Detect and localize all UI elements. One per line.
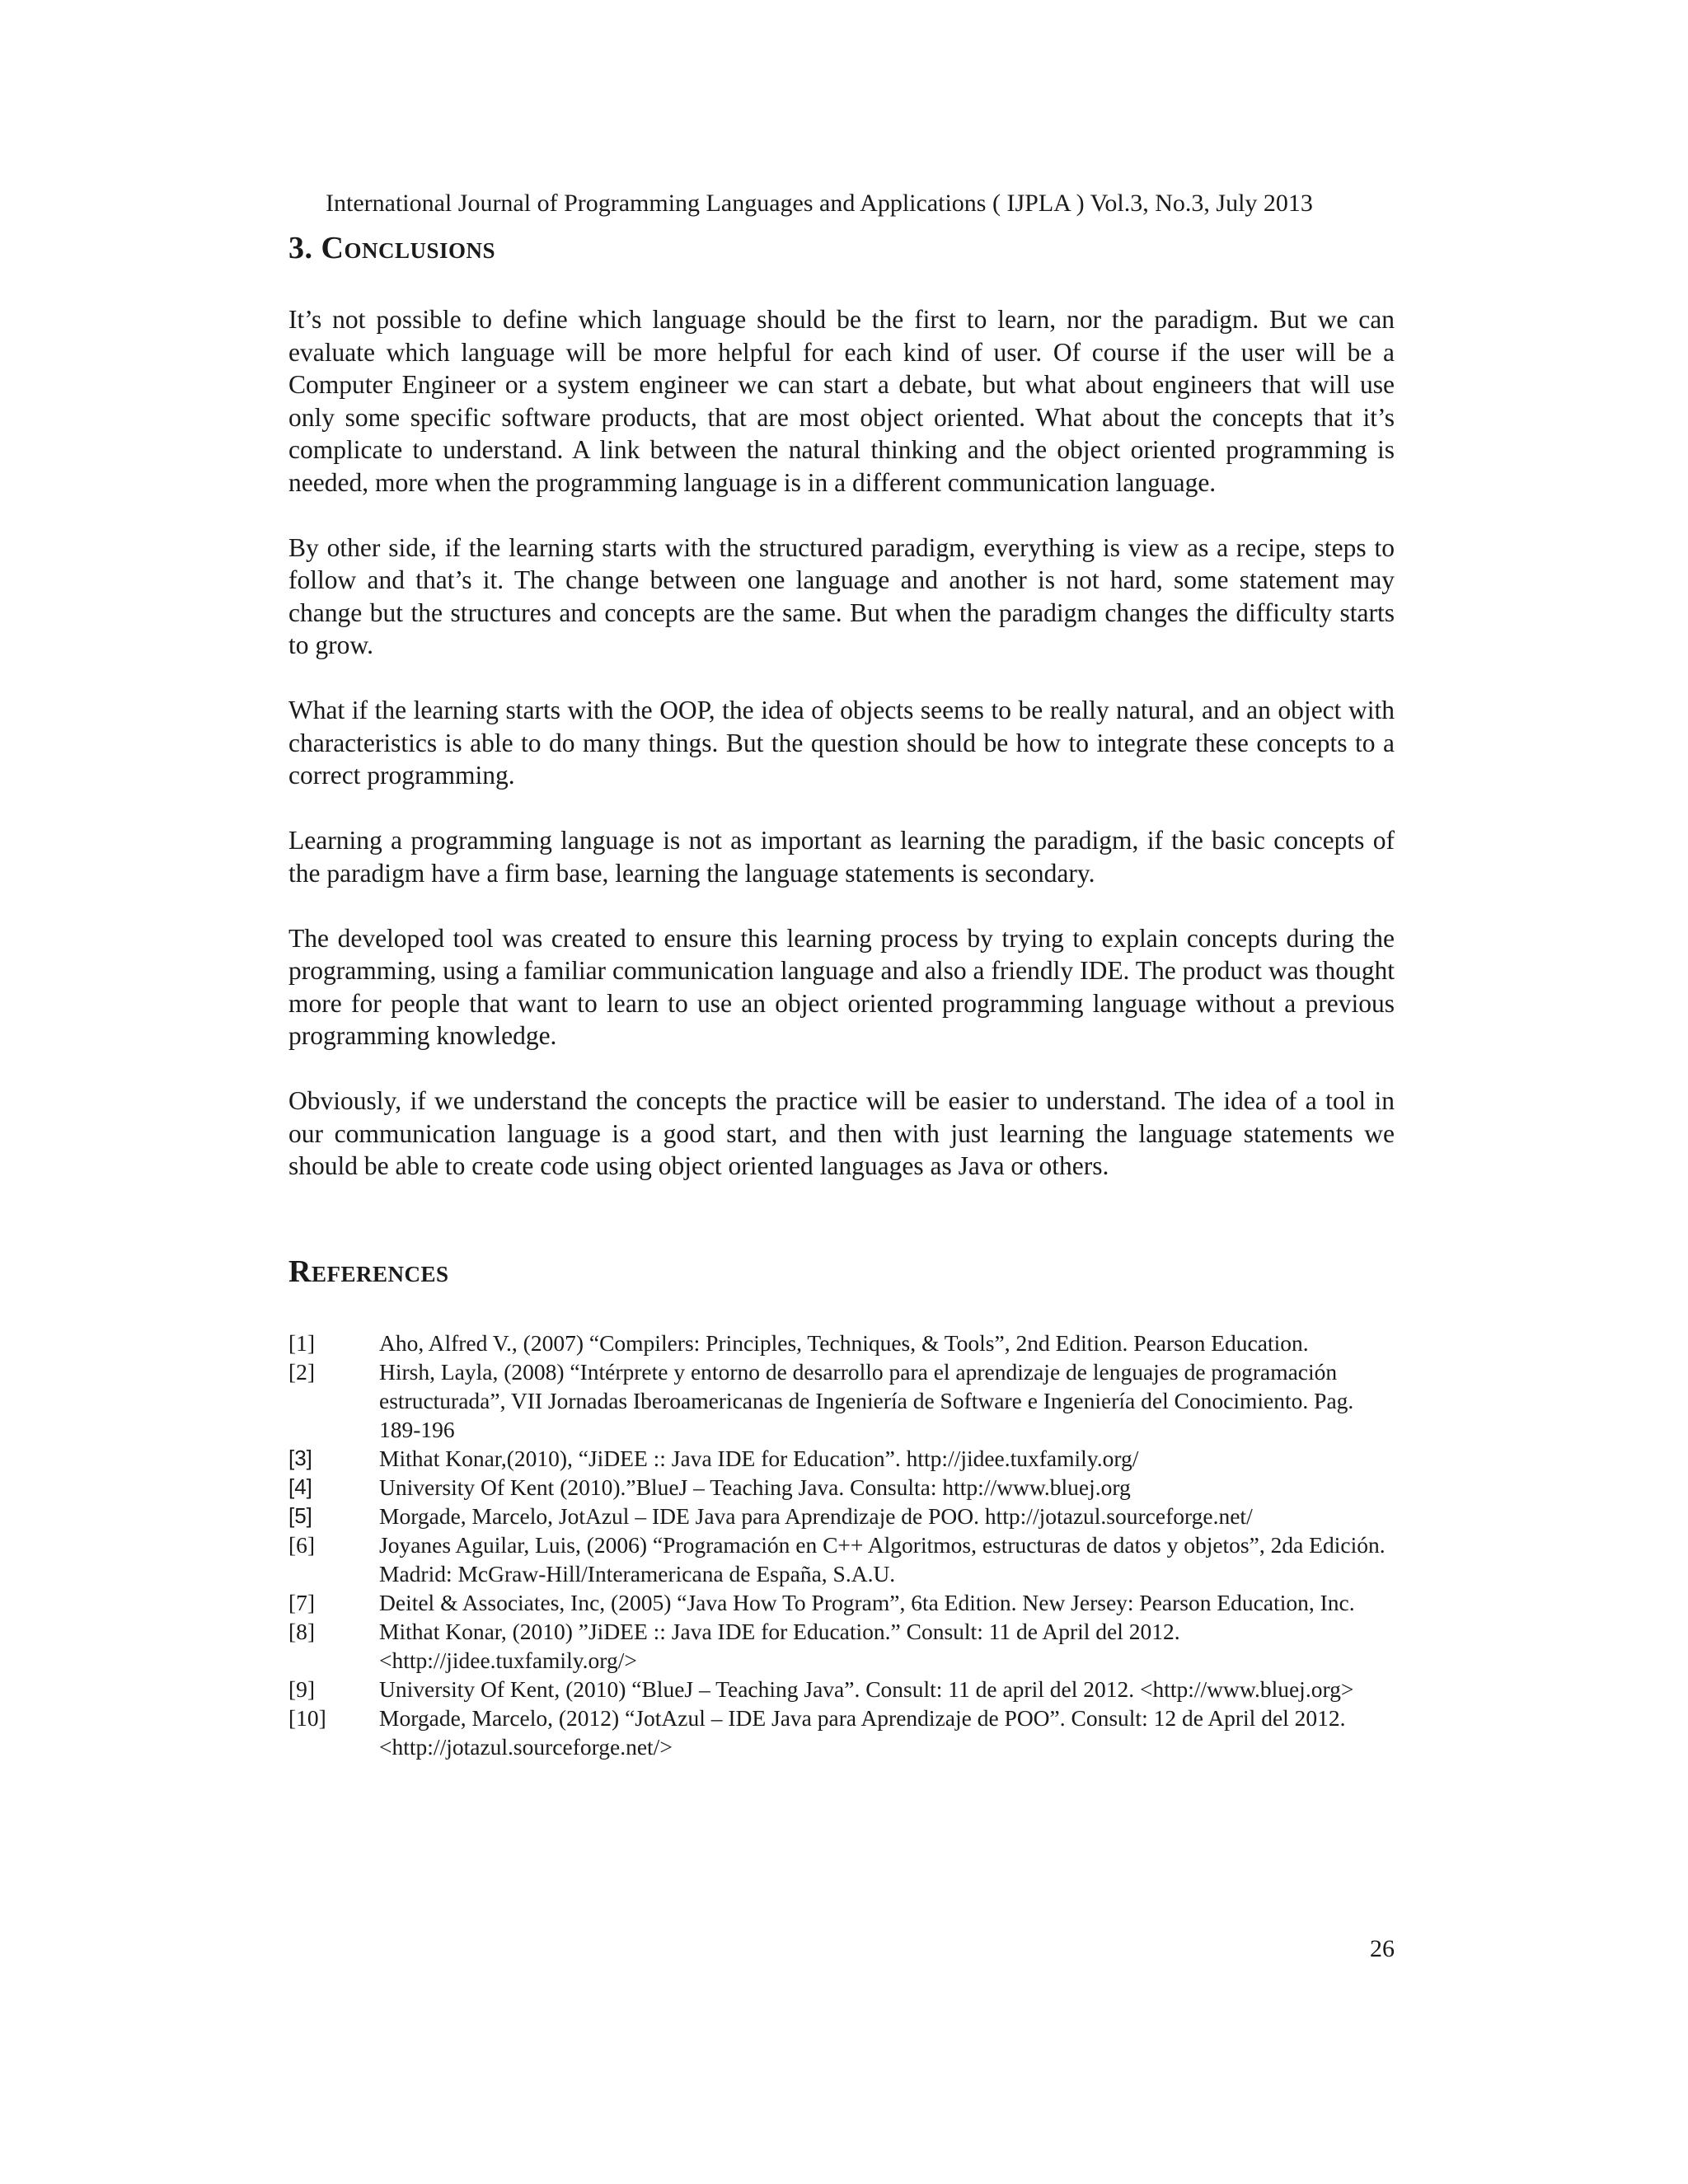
reference-number: [3] — [288, 1446, 312, 1470]
section-title: Conclusions — [321, 231, 495, 265]
reference-number: [1] — [288, 1330, 316, 1356]
reference-number: [9] — [288, 1676, 316, 1702]
reference-text: Joyanes Aguilar, Luis, (2006) “Programación en C++ Algoritmos, estructuras de datos y objetos”, 2da Edición. Madrid: McGraw-Hill/Interamericana de España, S.A.U. — [379, 1532, 1386, 1586]
reference-text: Morgade, Marcelo, (2012) “JotAzul – IDE Java para Aprendizaje de POO”. Consult: 12 de April del 2012. <http://jotazul.sourceforge.net/> — [379, 1705, 1346, 1760]
reference-item — [288, 1444, 1395, 1473]
reference-text: Hirsh, Layla, (2008) “Intérprete y entorno de desarrollo para el aprendizaje de lenguajes de programación estructurada”, VII Jornadas Iberoamericanas de Ingeniería de Software e Ingeniería del Conocimiento. Pag. 189-196 — [379, 1359, 1354, 1442]
paragraph: It’s not possible to define which language should be the first to learn, nor the paradigm. But we can evaluate which language will be more helpful for each kind of user. Of course if the user will be a Computer Engineer or a system engineer we can start a debate, but what about engineers that will use only some specific software products, that are most object oriented. What about the concepts that it’s complicate to understand. A link between the natural thinking and the object oriented programming is needed, more when the programming language is in a different communication language. — [288, 305, 1395, 497]
conclusions-body — [288, 303, 1395, 1215]
reference-item — [288, 1588, 1395, 1617]
reference-number: [10] — [288, 1705, 326, 1731]
reference-list — [288, 1329, 1395, 1761]
paragraph: By other side, if the learning starts with the structured paradigm, everything is view as a recipe, steps to follow and that’s it. The change between one language and another is not hard, some statement may change but the structures and concepts are the same. But when the paradigm changes the difficulty starts to grow. — [288, 532, 1395, 659]
reference-item — [288, 1675, 1395, 1704]
section-number: 3. — [288, 231, 313, 265]
reference-item — [288, 1473, 1395, 1502]
reference-item — [288, 1357, 1395, 1444]
reference-item — [288, 1530, 1395, 1588]
reference-item — [288, 1502, 1395, 1530]
reference-number: [5] — [288, 1503, 312, 1528]
reference-number: [7] — [288, 1590, 316, 1615]
reference-text: Deitel & Associates, Inc, (2005) “Java How To Program”, 6ta Edition. New Jersey: Pearson Education, Inc. — [379, 1590, 1355, 1615]
reference-text: University Of Kent (2010).”BlueJ – Teaching Java. Consulta: http://www.bluej.org — [379, 1474, 1131, 1500]
reference-number: [2] — [288, 1359, 316, 1385]
paragraph: Learning a programming language is not as important as learning the paradigm, if the basic concepts of the paradigm have a firm base, learning the language statements is secondary. — [288, 826, 1395, 888]
reference-text: Mithat Konar,(2010), “JiDEE :: Java IDE for Education”. http://jidee.tuxfamily.org/ — [379, 1446, 1139, 1471]
reference-number: [4] — [288, 1474, 312, 1499]
running-header: International Journal of Programming Languages and Applications ( IJPLA ) Vol.3, No.3, July 2013 — [326, 190, 1313, 217]
references-title: References — [288, 1254, 449, 1289]
conclusions-heading — [288, 229, 495, 267]
reference-item — [288, 1329, 1395, 1357]
reference-number: [6] — [288, 1532, 316, 1558]
paragraph: What if the learning starts with the OOP, the idea of objects seems to be really natural, and an object with characteristics is able to do many things. But the question should be how to integrate these concepts to a correct programming. — [288, 696, 1395, 790]
reference-number: [8] — [288, 1619, 316, 1644]
reference-item — [288, 1704, 1395, 1761]
reference-text: Morgade, Marcelo, JotAzul – IDE Java para Aprendizaje de POO. http://jotazul.sourceforge.net/ — [379, 1503, 1253, 1529]
references-heading — [288, 1253, 448, 1291]
reference-text: Aho, Alfred V., (2007) “Compilers: Principles, Techniques, & Tools”, 2nd Edition. Pearson Education. — [379, 1330, 1309, 1356]
reference-item — [288, 1617, 1395, 1675]
page-number: 26 — [1370, 1935, 1395, 1962]
paragraph: Obviously, if we understand the concepts the practice will be easier to understand. The idea of a tool in our communication language is a good start, and then with just learning the language statements we should be able to create code using object oriented languages as Java or others. — [288, 1086, 1395, 1180]
paragraph: The developed tool was created to ensure this learning process by trying to explain concepts during the programming, using a familiar communication language and also a friendly IDE. The product was thought more for people that want to learn to use an object oriented programming language without a previous programming knowledge. — [288, 923, 1395, 1050]
reference-text: University Of Kent, (2010) “BlueJ – Teaching Java”. Consult: 11 de april del 2012. <http://www.bluej.org> — [379, 1676, 1354, 1702]
reference-text: Mithat Konar, (2010) ”JiDEE :: Java IDE for Education.” Consult: 11 de April del 2012. <http://jidee.tuxfamily.org/> — [379, 1619, 1180, 1673]
